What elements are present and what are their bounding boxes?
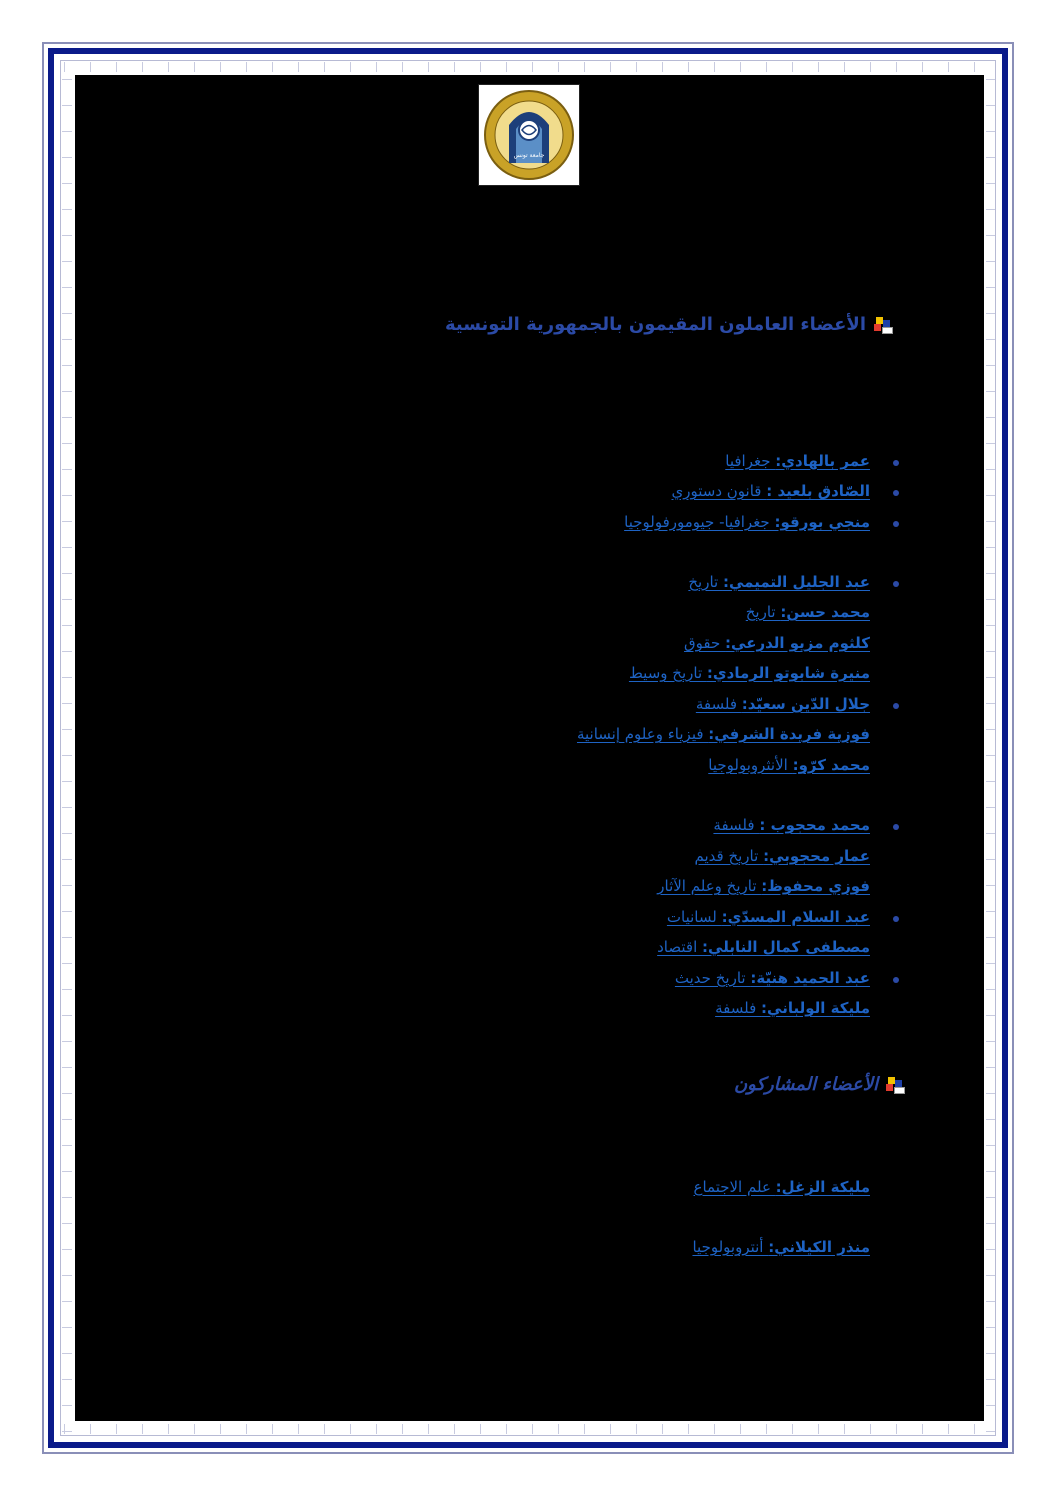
member-name: عمر بالهادي:	[775, 452, 870, 470]
member-item[interactable]	[694, 847, 870, 865]
member-item[interactable]	[708, 756, 870, 774]
member-item[interactable]	[713, 816, 870, 834]
member-item[interactable]	[684, 634, 870, 652]
member-field: تاريخ وسيط	[628, 664, 707, 682]
member-name: عبد السلام المسدّي:	[721, 908, 870, 926]
member-field: فيزياء وعلوم إنسانية	[576, 725, 709, 743]
member-item[interactable]	[657, 938, 870, 956]
member-field: لسانيات	[666, 908, 722, 926]
section-title-participant-members: الأعضاء المشاركون	[734, 1074, 904, 1095]
member-field: فلسفة	[715, 999, 762, 1017]
member-item[interactable]	[746, 603, 870, 621]
member-item[interactable]	[629, 664, 870, 682]
bullet-marker	[893, 824, 899, 830]
section-title-resident-members: الأعضاء العاملون المقيمون بالجمهورية التونسية	[445, 314, 892, 335]
member-item[interactable]	[667, 908, 870, 926]
page-content-area	[75, 75, 984, 1421]
logo-caption: جامعة تونس	[513, 152, 545, 159]
member-name: كلثوم مزيو الدرعي:	[725, 634, 870, 652]
member-field: تاريخ	[745, 603, 781, 621]
member-name: منيرة شابوتو الرمادي:	[706, 664, 870, 682]
bullet-marker	[893, 916, 899, 922]
member-name: الصّادق بلعيد :	[766, 482, 870, 500]
member-name: عبد الحميد هنيّة:	[750, 969, 870, 987]
member-name: محمد كرّو:	[792, 756, 870, 774]
member-name: منجي بورقو:	[774, 513, 870, 531]
member-item[interactable]	[675, 969, 870, 987]
member-item[interactable]	[725, 452, 870, 470]
member-item[interactable]	[715, 999, 870, 1017]
member-field: فلسفة	[713, 816, 760, 834]
member-name: مليكة الولباني:	[761, 999, 870, 1017]
participant-field: علم الاجتماع	[693, 1178, 776, 1196]
member-field: قانون دستوري	[671, 482, 767, 500]
colored-squares-icon	[874, 317, 892, 333]
bullet-marker	[893, 460, 899, 466]
member-item[interactable]	[577, 725, 870, 743]
participant-item[interactable]	[694, 1178, 870, 1196]
member-item[interactable]	[688, 573, 870, 591]
member-field: الأنثروبولوجيا	[708, 756, 793, 774]
member-name: محمد حسن:	[780, 603, 870, 621]
member-field: تاريخ	[688, 573, 723, 591]
member-field: جغرافيا- جيومورفولوجيا	[624, 513, 775, 531]
participant-item[interactable]	[692, 1238, 870, 1256]
member-name: فوزية فريدة الشرفي:	[708, 725, 870, 743]
member-item[interactable]	[624, 513, 870, 531]
bullet-marker	[893, 977, 899, 983]
participant-name: منذر الكيلاني:	[768, 1238, 870, 1256]
member-item[interactable]	[657, 877, 870, 895]
member-name: مصطفى كمال النابلي:	[702, 938, 870, 956]
participant-name: مليكة الزغل:	[775, 1178, 870, 1196]
bullet-marker	[893, 703, 899, 709]
member-field: اقتصاد	[657, 938, 703, 956]
member-name: عمار محجوبي:	[763, 847, 870, 865]
member-field: جغرافيا	[725, 452, 776, 470]
member-name: عبد الجليل التميمي:	[722, 573, 870, 591]
colored-squares-icon	[886, 1077, 904, 1093]
member-item[interactable]	[672, 482, 870, 500]
member-field: تاريخ وعلم الآثار	[657, 877, 762, 895]
member-name: فوزي محفوظ:	[761, 877, 870, 895]
member-field: حقوق	[684, 634, 726, 652]
bullet-marker	[893, 581, 899, 587]
member-item[interactable]	[696, 695, 870, 713]
member-field: تاريخ حديث	[674, 969, 751, 987]
bullet-marker	[893, 490, 899, 496]
member-name: جلال الدّين سعيّد:	[741, 695, 870, 713]
member-field: فلسفة	[695, 695, 742, 713]
university-emblem-icon	[479, 85, 579, 185]
university-logo	[478, 84, 580, 186]
bullet-marker	[893, 521, 899, 527]
member-field: تاريخ قديم	[694, 847, 764, 865]
participant-field: أنتروبولوجيا	[692, 1238, 769, 1256]
member-name: محمد محجوب :	[759, 816, 870, 834]
